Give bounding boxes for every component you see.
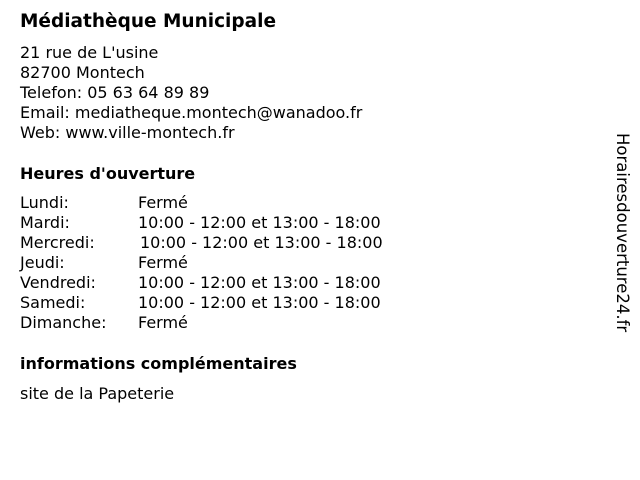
hours-time: 10:00 - 12:00 et 13:00 - 18:00 xyxy=(140,233,383,252)
address-street: 21 rue de L'usine xyxy=(20,43,159,62)
hours-day: Lundi: xyxy=(20,193,69,212)
hours-day: Dimanche: xyxy=(20,313,107,332)
address-block xyxy=(20,43,362,143)
address-web: Web: www.ville-montech.fr xyxy=(20,123,235,142)
address-city: 82700 Montech xyxy=(20,63,145,82)
hours-time: 10:00 - 12:00 et 13:00 - 18:00 xyxy=(138,273,381,292)
watermark: Horairesdouverture24.fr xyxy=(613,133,632,333)
hours-day: Mercredi: xyxy=(20,233,95,252)
page-title: Médiathèque Municipale xyxy=(20,11,277,32)
hours-time: 10:00 - 12:00 et 13:00 - 18:00 xyxy=(138,293,381,312)
hours-time: Fermé xyxy=(138,313,188,332)
info-text: site de la Papeterie xyxy=(20,384,175,403)
hours-time: Fermé xyxy=(138,193,188,212)
hours-time: Fermé xyxy=(138,253,188,272)
address-email: Email: mediatheque.montech@wanadoo.fr xyxy=(20,103,363,122)
hours-heading: Heures d'ouverture xyxy=(20,164,196,183)
info-heading: informations complémentaires xyxy=(20,354,297,373)
hours-day: Samedi: xyxy=(20,293,86,312)
address-phone: Telefon: 05 63 64 89 89 xyxy=(20,83,210,102)
hours-time: 10:00 - 12:00 et 13:00 - 18:00 xyxy=(138,213,381,232)
hours-day: Mardi: xyxy=(20,213,70,232)
hours-day: Jeudi: xyxy=(20,253,65,272)
hours-day: Vendredi: xyxy=(20,273,96,292)
